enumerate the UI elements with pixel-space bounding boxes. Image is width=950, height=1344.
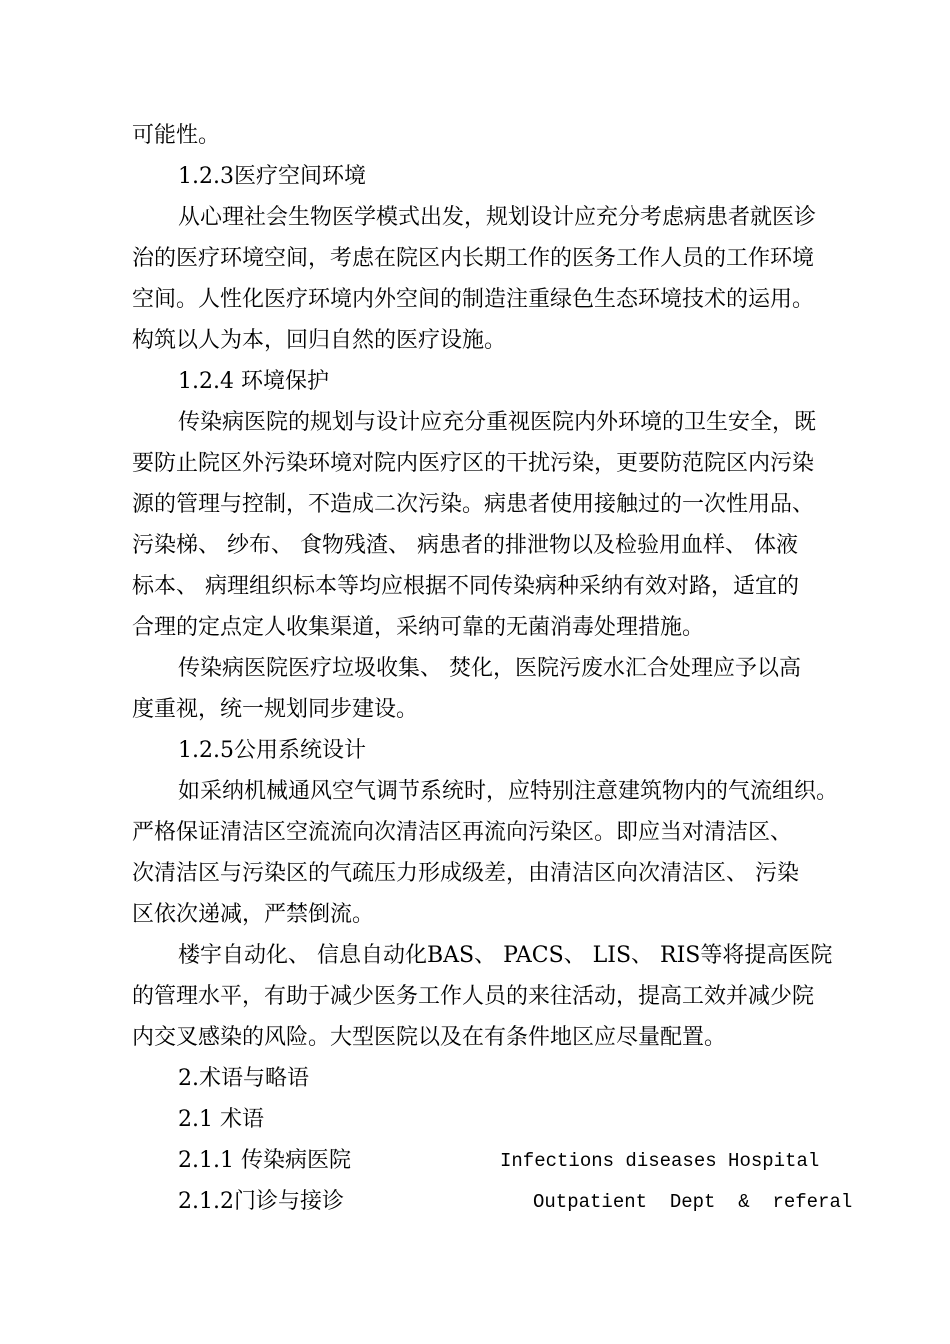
paragraph-line: 合理的定点定人收集渠道，采纳可靠的无菌消毒处理措施。 — [132, 615, 705, 640]
paragraph-line: 如采纳机械通风空气调节系统时，应特别注意建筑物内的气流组织。 — [178, 779, 839, 804]
paragraph-line: 严格保证清洁区空流流向次清洁区再流向污染区。即应当对清洁区、 — [132, 820, 793, 845]
section-heading-2: 2.术语与略语 — [178, 1066, 309, 1091]
section-heading-1-2-4: 1.2.4 环境保护 — [178, 369, 329, 394]
paragraph-line: 的管理水平，有助于减少医务工作人员的来往活动，提高工效并减少院 — [132, 984, 815, 1009]
paragraph-line: 治的医疗环境空间，考虑在院区内长期工作的医务工作人员的工作环境 — [132, 246, 815, 271]
term-chinese: 2.1.1 传染病医院 — [178, 1148, 351, 1173]
paragraph-line: 空间。人性化医疗环境内外空间的制造注重绿色生态环境技术的运用。 — [132, 287, 815, 312]
paragraph-line: 内交叉感染的风险。大型医院以及在有条件地区应尽量配置。 — [132, 1025, 727, 1050]
paragraph-line: 构筑以人为本，回归自然的医疗设施。 — [132, 328, 507, 353]
paragraph-line: 楼宇自动化、 信息自动化BAS、 PACS、 LIS、 RIS等将提高医院 — [178, 943, 833, 968]
section-heading-1-2-3: 1.2.3医疗空间环境 — [178, 164, 366, 189]
paragraph-line: 污染梯、 纱布、 食物残渣、 病患者的排泄物以及检验用血样、 体液 — [132, 533, 798, 558]
paragraph-line: 传染病医院的规划与设计应充分重视医院内外环境的卫生安全，既 — [178, 410, 817, 435]
paragraph-line: 度重视，统一规划同步建设。 — [132, 697, 419, 722]
paragraph-line: 可能性。 — [132, 123, 221, 148]
paragraph-line: 源的管理与控制，不造成二次污染。病患者使用接触过的一次性用品、 — [132, 492, 815, 517]
section-heading-1-2-5: 1.2.5公用系统设计 — [178, 738, 366, 763]
term-chinese: 2.1.2门诊与接诊 — [178, 1189, 344, 1214]
paragraph-line: 区依次递减，严禁倒流。 — [132, 902, 375, 927]
section-heading-2-1: 2.1 术语 — [178, 1107, 264, 1132]
paragraph-line: 从心理社会生物医学模式出发，规划设计应充分考虑病患者就医诊 — [178, 205, 817, 230]
paragraph-line: 次清洁区与污染区的气疏压力形成级差，由清洁区向次清洁区、 污染 — [132, 861, 799, 886]
paragraph-line: 传染病医院医疗垃圾收集、 焚化，医院污废水汇合处理应予以高 — [178, 656, 801, 681]
term-english: Outpatient Dept & referal — [533, 1191, 853, 1213]
term-english: Infections diseases Hospital — [500, 1150, 820, 1172]
paragraph-line: 要防止院区外污染环境对院内医疗区的干扰污染，更要防范院区内污染 — [132, 451, 815, 476]
paragraph-line: 标本、 病理组织标本等均应根据不同传染病种采纳有效对路，适宜的 — [132, 574, 799, 599]
